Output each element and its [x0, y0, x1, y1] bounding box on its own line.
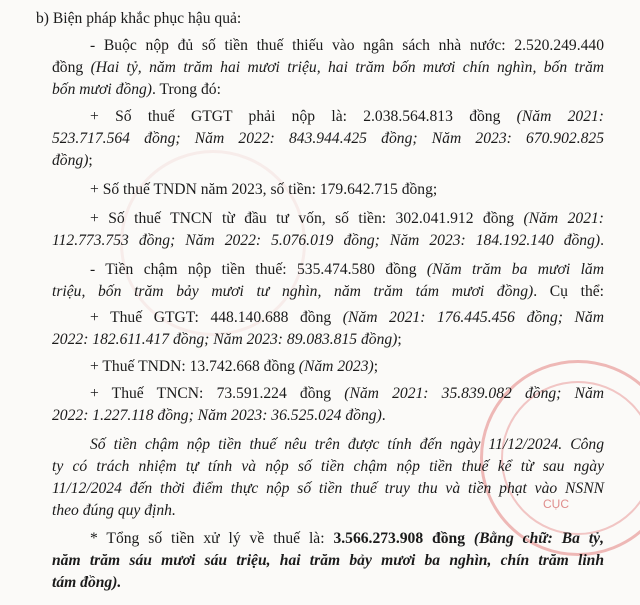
text-line [52, 500, 604, 522]
text-line [36, 8, 604, 30]
text-segment: . [600, 232, 604, 249]
text-segment: + Số thuế TNCN từ đầu tư vốn, số tiền: 302.041.912 đồng [90, 210, 524, 227]
text-segment: năm trăm sáu mươi sáu triệu, hai trăm bảy mươi ba nghìn, chín trăm linh [52, 552, 604, 569]
text-segment: . Trong đó: [152, 81, 221, 98]
text-line [52, 79, 604, 101]
text-line [52, 572, 604, 594]
text-line [90, 434, 604, 456]
text-line [52, 329, 604, 351]
text-segment: + Thuế GTGT: 448.140.688 đồng [90, 309, 343, 326]
text-line [90, 35, 604, 57]
text-segment: (Hai tỷ, năm trăm hai mươi triệu, hai trăm bốn mươi chín nghìn, bốn trăm [90, 59, 604, 76]
text-line [52, 405, 604, 427]
text-segment: . Cụ thể: [533, 283, 605, 300]
text-line [90, 259, 604, 281]
text-segment: + Số thuế TNDN năm 2023, số tiền: 179.642.715 đồng; [90, 181, 438, 198]
text-line [52, 281, 604, 303]
text-line [90, 307, 604, 329]
text-line [52, 128, 604, 150]
text-segment: * Tổng số tiền xử lý về thuế là: [90, 530, 334, 547]
text-segment: 3.566.273.908 đồng [333, 530, 474, 547]
text-line [52, 456, 604, 478]
text-segment: + Thuế TNCN: 73.591.224 đồng [90, 385, 345, 402]
text-segment: 11/12/2024 đến thời điểm thực nộp số tiền thuế truy thu và tiền phạt vào NSNN [52, 480, 604, 497]
text-line [52, 478, 604, 500]
text-segment: (Bằng chữ: Ba tỷ, [473, 530, 604, 547]
text-segment: ; [373, 358, 379, 375]
text-segment: ; [88, 152, 93, 169]
text-segment: - Tiền chậm nộp tiền thuế: 535.474.580 đồng [90, 261, 427, 278]
text-segment: (Năm trăm ba mươi lăm [426, 261, 604, 278]
text-segment: triệu, bốn trăm bảy mươi tư nghìn, năm trăm tám mươi đồng) [52, 283, 534, 300]
text-segment: (Năm 2021: 176.445.456 đồng; Năm [342, 309, 604, 326]
text-segment: b) Biện pháp khắc phục hậu quả: [36, 10, 242, 27]
seal-text: CỤC [543, 497, 569, 511]
text-segment: (Năm 2021: 35.839.082 đồng; Năm [344, 385, 605, 402]
text-segment: 112.773.753 đồng; Năm 2022: 5.076.019 đồng; Năm 2023: 184.192.140 đồng) [52, 232, 601, 249]
text-segment: - Buộc nộp đủ số tiền thuế thiếu vào ngân sách nhà nước: 2.520.249.440 [90, 37, 604, 54]
text-segment: ; [397, 331, 402, 348]
text-segment: 2022: 1.227.118 đồng; Năm 2023: 36.525.024 đồng) [52, 407, 382, 424]
text-segment: (Năm 2021: [523, 210, 604, 227]
text-segment: + Số thuế GTGT phải nộp là: 2.038.564.813 đồng [90, 108, 517, 125]
text-segment: (Năm 2021: [516, 108, 604, 125]
text-line [90, 383, 604, 405]
text-segment: (Năm 2023) [298, 358, 374, 375]
text-segment: + Thuế TNDN: 13.742.668 đồng [90, 358, 299, 375]
text-segment: . [381, 407, 386, 424]
text-line [90, 208, 604, 230]
text-line [90, 356, 604, 378]
text-segment: tám đồng). [52, 574, 122, 591]
text-line [90, 528, 604, 550]
text-segment: ty có trách nhiệm tự tính và nộp số tiền chậm nộp tiền thuế kể từ sau ngày [52, 458, 604, 475]
text-line [90, 106, 604, 128]
text-segment: 2022: 182.611.417 đồng; Năm 2023: 89.083.815 đồng) [52, 331, 398, 348]
text-line [52, 57, 604, 79]
text-segment: đồng [52, 59, 91, 76]
text-line [52, 230, 604, 252]
text-segment: bốn mươi đồng) [52, 81, 152, 98]
text-segment: đồng) [52, 152, 89, 169]
text-line [52, 150, 604, 172]
text-segment: Số tiền chậm nộp tiền thuế nêu trên được tính đến ngày 11/12/2024. Công [90, 436, 604, 453]
text-segment: theo đúng quy định. [52, 502, 176, 519]
text-line [90, 179, 604, 201]
text-segment: 523.717.564 đồng; Năm 2022: 843.944.425 đồng; Năm 2023: 670.902.825 [52, 130, 604, 147]
text-line [52, 550, 604, 572]
